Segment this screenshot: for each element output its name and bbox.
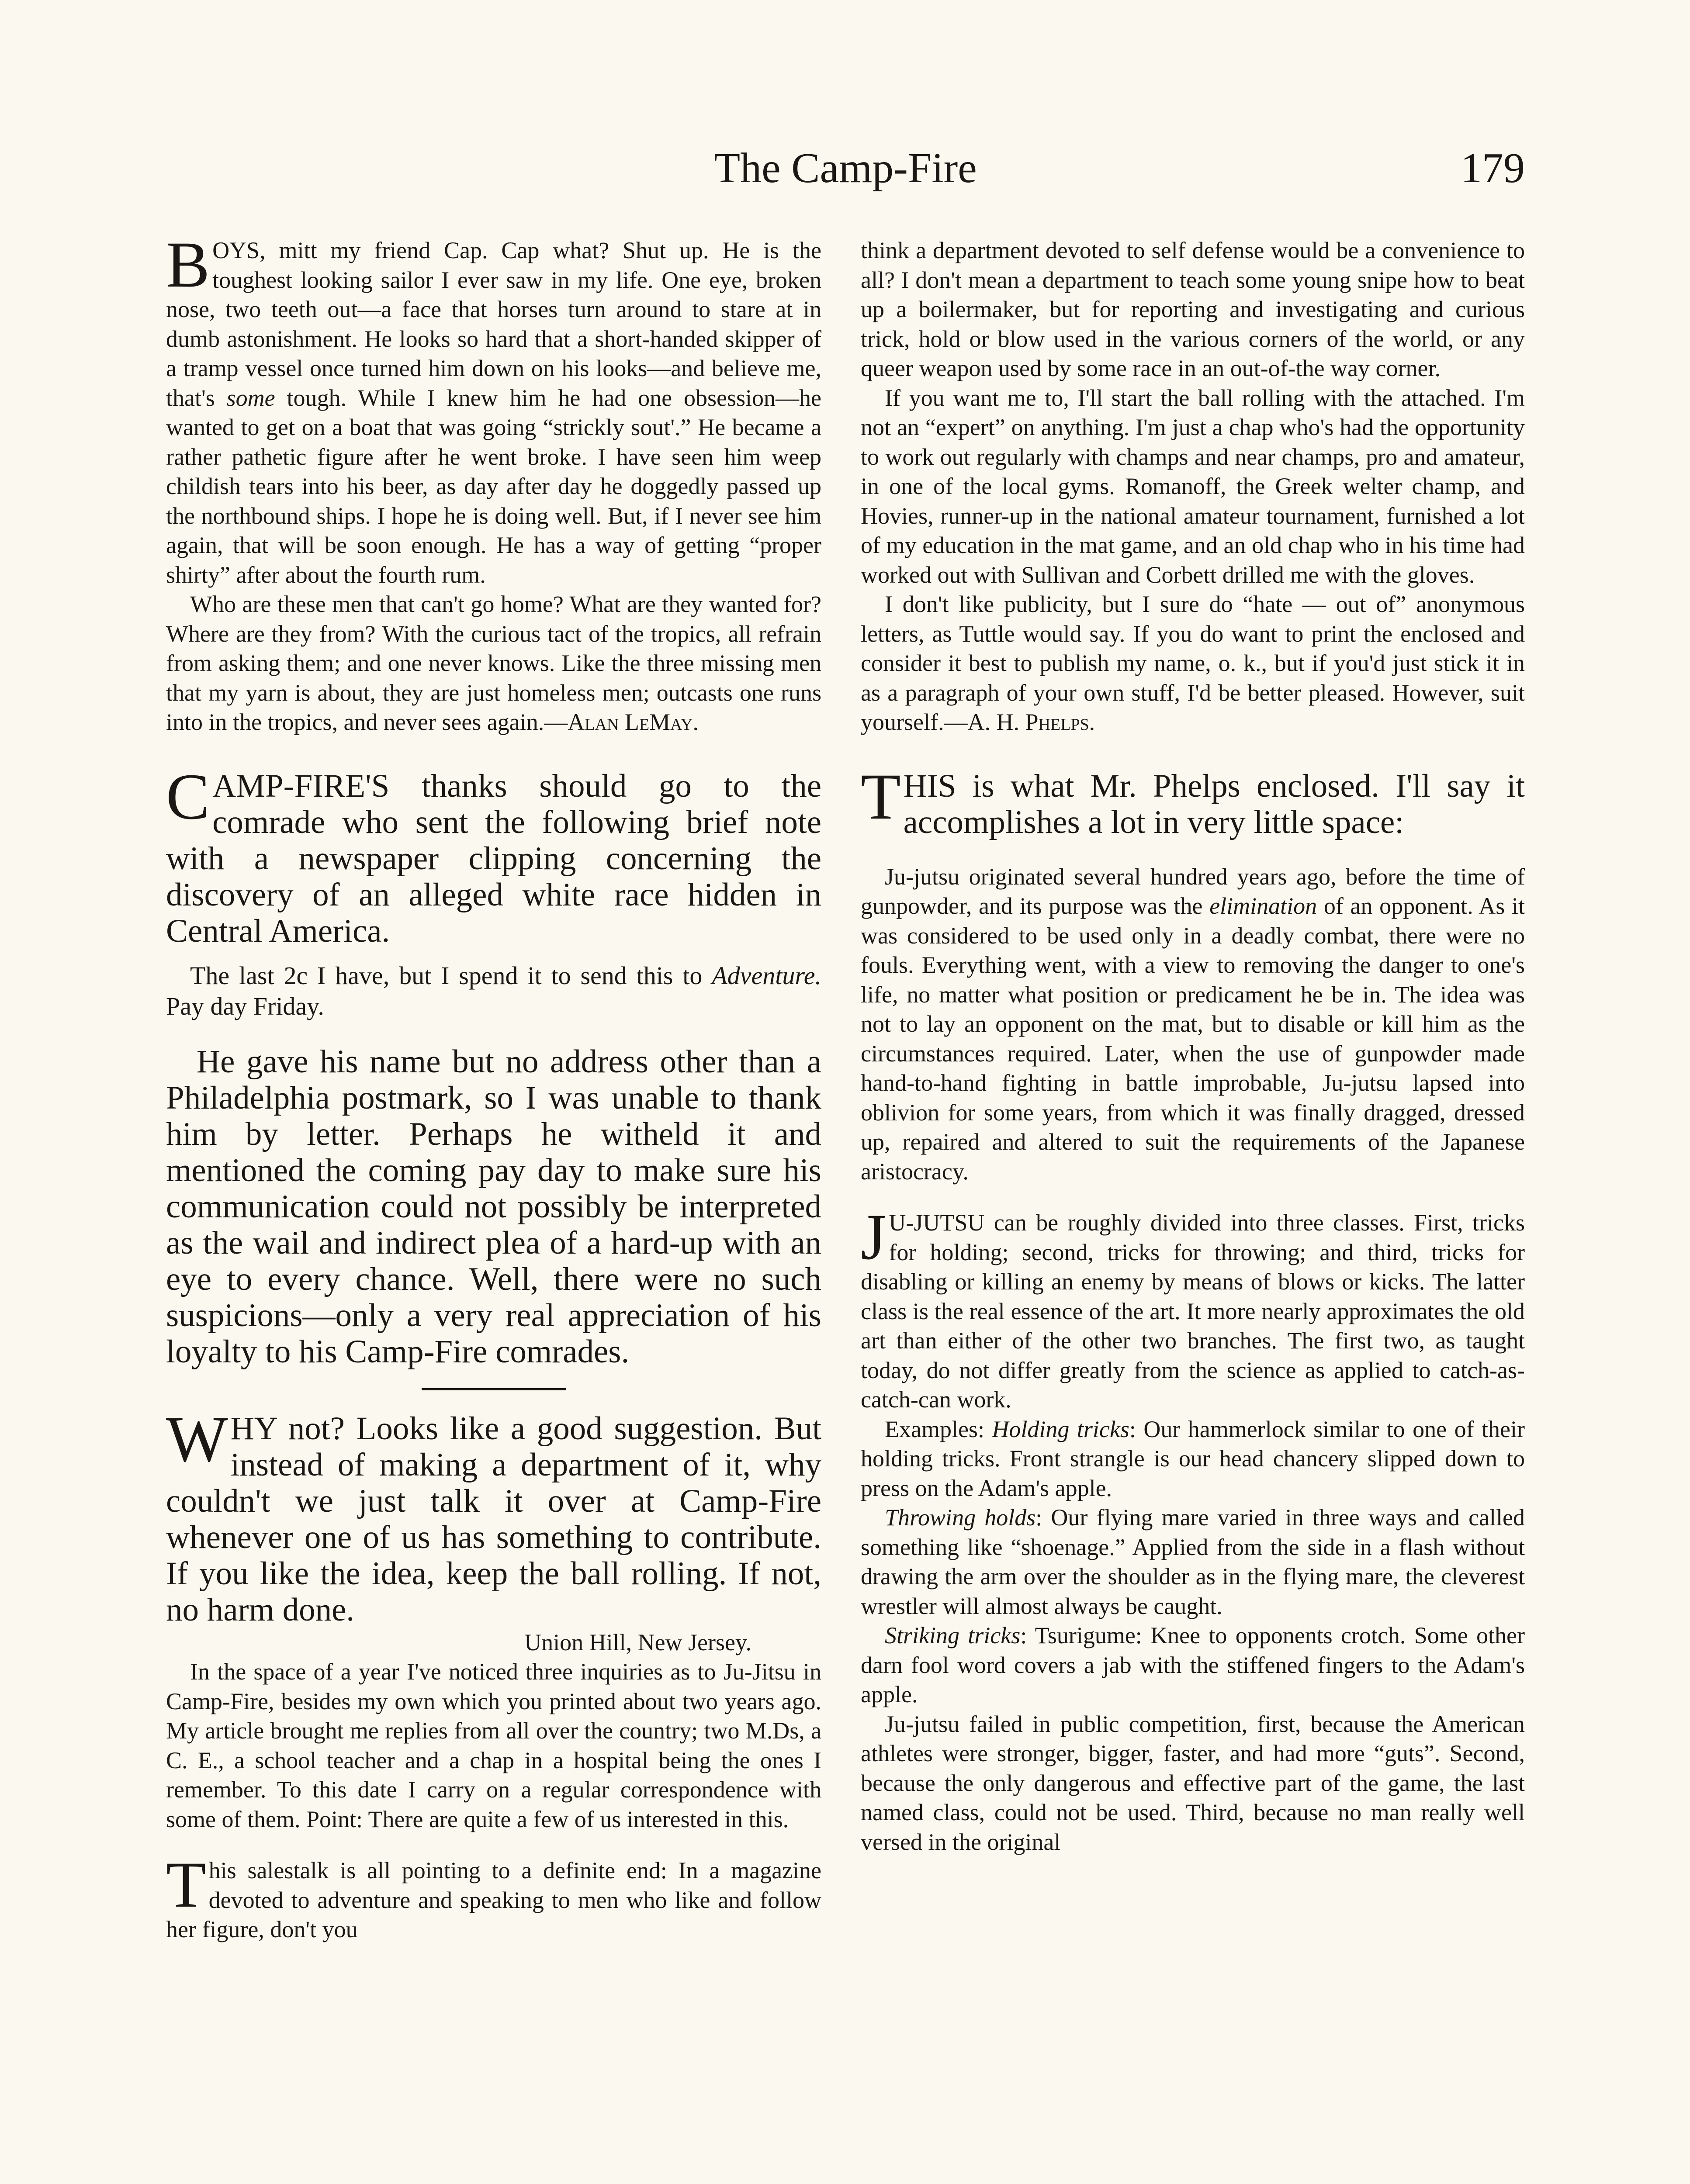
paragraph-striking-tricks: Striking tricks: Tsurigume: Knee to opponents crotch. Some other darn fool word covers a jab with the stiffened fingers to the Adam's apple.	[861, 1622, 1525, 1707]
lead-caps: HIS	[903, 767, 956, 804]
running-title: The Camp-Fire	[714, 145, 977, 192]
letter-dateline: Union Hill, New Jersey.	[524, 1629, 751, 1655]
paragraph-salestalk: This salestalk is all pointing to a definite end: In a magazine devoted to adventure and speaking to men who like and follow her figure, don't you	[166, 1849, 821, 1942]
drop-cap: C	[166, 760, 210, 833]
lead-caps: AMP-FIRE'S	[212, 767, 390, 804]
page-header	[166, 140, 1525, 205]
author-signature: A. H. Phelps.	[967, 709, 1095, 735]
paragraph-holding-tricks: Examples: Holding tricks: Our hammerlock similar to one of their holding tricks. Front strangle is our head chancery slipped down to press on the Adam's apple.	[861, 1416, 1525, 1501]
paragraph-self-defense: think a department devoted to self defense would be a convenience to all? I don't mean a department to teach some young snipe how to beat up a boilermaker, but for reporting and investigating and curious trick, hold or blow used in the various corners of the world, or any queer weapon used by some race in an out-of-the way corner.	[861, 237, 1525, 381]
section-divider	[422, 1388, 566, 1390]
paragraph-letter-inquiries: In the space of a year I've noticed three inquiries as to Ju-Jitsu in Camp-Fire, besides my own which you printed about two years ago. My article brought me replies from all over the country; two M.Ds, a C. E., a school teacher and a chap in a hospital being the ones I remember. To this date I carry on a regular correspondence with some of them. Point: There are quite a few of us interested in this.	[166, 1659, 821, 1832]
quoted-note: The last 2c I have, but I spend it to send this to Adventure. Pay day Friday.	[166, 961, 821, 1020]
paragraph-campfire-thanks: CAMP-FIRE'S thanks should go to the comrade who sent the following brief note with a newspaper clipping concerning the discovery of an alleged white race hidden in Central America.	[166, 760, 821, 949]
paragraph-why-not: WHY not? Looks like a good suggestion. But instead of making a department of it, why couldn't we just talk it over at Camp-Fire whenever one of us has something to contribute. If you like the idea, keep the ball rolling. If not, no harm done.	[166, 1403, 821, 1628]
drop-cap: B	[166, 236, 210, 301]
lead-caps: U-JUTSU	[889, 1209, 985, 1236]
paragraph-who-are-these-men: Who are these men that can't go home? What are they wanted for? Where are they from? With the curious tact of the tropics, all refrain from asking them; and one never knows. Like the three missing men that my yarn is about, they are just homeless men; outcasts one runs into in the tropics, and never sees again.—Alan LeMay.	[166, 591, 821, 735]
lead-caps: OYS,	[212, 237, 266, 263]
drop-cap: T	[861, 760, 901, 833]
drop-cap: J	[861, 1201, 887, 1273]
author-signature: Alan LeMay.	[568, 709, 699, 735]
paragraph-three-classes: J U-JUTSU can be roughly divided into three classes. First, tricks for holding; second, tricks for throwing; and third, tricks for disabling or killing an enemy by means of blows or kicks. The latter class is the real essence of the art. It more nearly approximates the old art than either of the other two branches. The first two, as taught today, do not differ greatly from the science as applied to catch-as-catch-can work.	[861, 1201, 1525, 1413]
lead-caps: HY	[230, 1410, 277, 1447]
paragraph-phelps-enclosed: THIS is what Mr. Phelps enclosed. I'll say it accomplishes a lot in very little space:	[861, 760, 1525, 840]
drop-cap: T	[166, 1849, 206, 1921]
paragraph-jujutsu-origin: Ju-jutsu originated several hundred years ago, before the time of gunpowder, and its purpose was the elimination of an opponent. As it was considered to be used only in a deadly combat, there were no fouls. Everything went, with a view to removing the danger to one's life, no matter what position or predicament he be in. The idea was not to lay an opponent on the mat, but to disable or kill him as the circumstances required. Later, when the use of gunpowder made hand-to-hand fighting in battle improbable, Ju-jutsu lapsed into oblivion for some years, from which it was finally dragged, dressed up, repaired and altered to suit the requirements of the Japanese aristocracy.	[861, 863, 1525, 1185]
page-number: 179	[1461, 145, 1525, 192]
drop-cap: W	[166, 1403, 228, 1476]
paragraph-throwing-holds: Throwing holds: Our flying mare varied in three ways and called something like “shoenage.” Applied from the side in a flash without drawing the arm over the shoulder as in the flying mare, the cleverest wrestler will almost always be caught.	[861, 1504, 1525, 1619]
paragraph-cap-intro: BOYS, mitt my friend Cap. Cap what? Shut up. He is the toughest looking sailor I ever saw in my life. One eye, broken nose, two teeth out—a face that horses turn around to stare at in dumb astonishment. He looks so hard that a short-handed skipper of a tramp vessel once turned him down on his looks—and believe me, that's some tough. While I knew him he had one obsession—he wanted to get on a boat that was going “strickly sout'.” He became a rather pathetic figure after he went broke. I have seen him weep childish tears into his beer, as day after day he doggedly passed up the northbound ships. I hope he is doing well. But, if I never see him again, that will be soon enough. He has a way of getting “proper shirty” after about the fourth rum.	[166, 236, 821, 588]
left-column	[166, 236, 821, 2184]
paragraph-ball-rolling: If you want me to, I'll start the ball rolling with the attached. I'm not an “expert” on anything. I'm just a chap who's had the opportunity to work out regularly with champs and near champs, pro and amateur, in one of the local gyms. Romanoff, the Greek welter champ, and Hovies, runner-up in the national amateur tournament, furnished a lot of my education in the mat game, and an old chap who in his time had worked out with Sullivan and Corbett drilled me with the gloves.	[861, 384, 1525, 588]
right-column	[861, 236, 1525, 2184]
paragraph-philadelphia: He gave his name but no address other than a Philadelphia postmark, so I was unable to thank him by letter. Perhaps he witheld it and mentioned the coming pay day to make sure his communication could not possibly be interpreted as the wail and indirect plea of a hard-up with an eye to every chance. Well, there were no such suspicions—only a very real appreciation of his loyalty to his Camp-Fire comrades.	[166, 1043, 821, 1370]
paragraph-publicity: I don't like publicity, but I sure do “hate — out of” anonymous letters, as Tuttle would say. If you do want to print the enclosed and consider it best to publish my name, o. k., but if you'd just stick it in as a paragraph of your own stuff, I'd be better pleased. However, suit yourself.—A. H. Phelps.	[861, 591, 1525, 735]
paragraph-public-competition: Ju-jutsu failed in public competition, first, because the American athletes were stronger, bigger, faster, and had more “guts”. Second, because the only dangerous and effective part of the game, the last named class, could not be used. Third, because no man really well versed in the original	[861, 1711, 1525, 1855]
